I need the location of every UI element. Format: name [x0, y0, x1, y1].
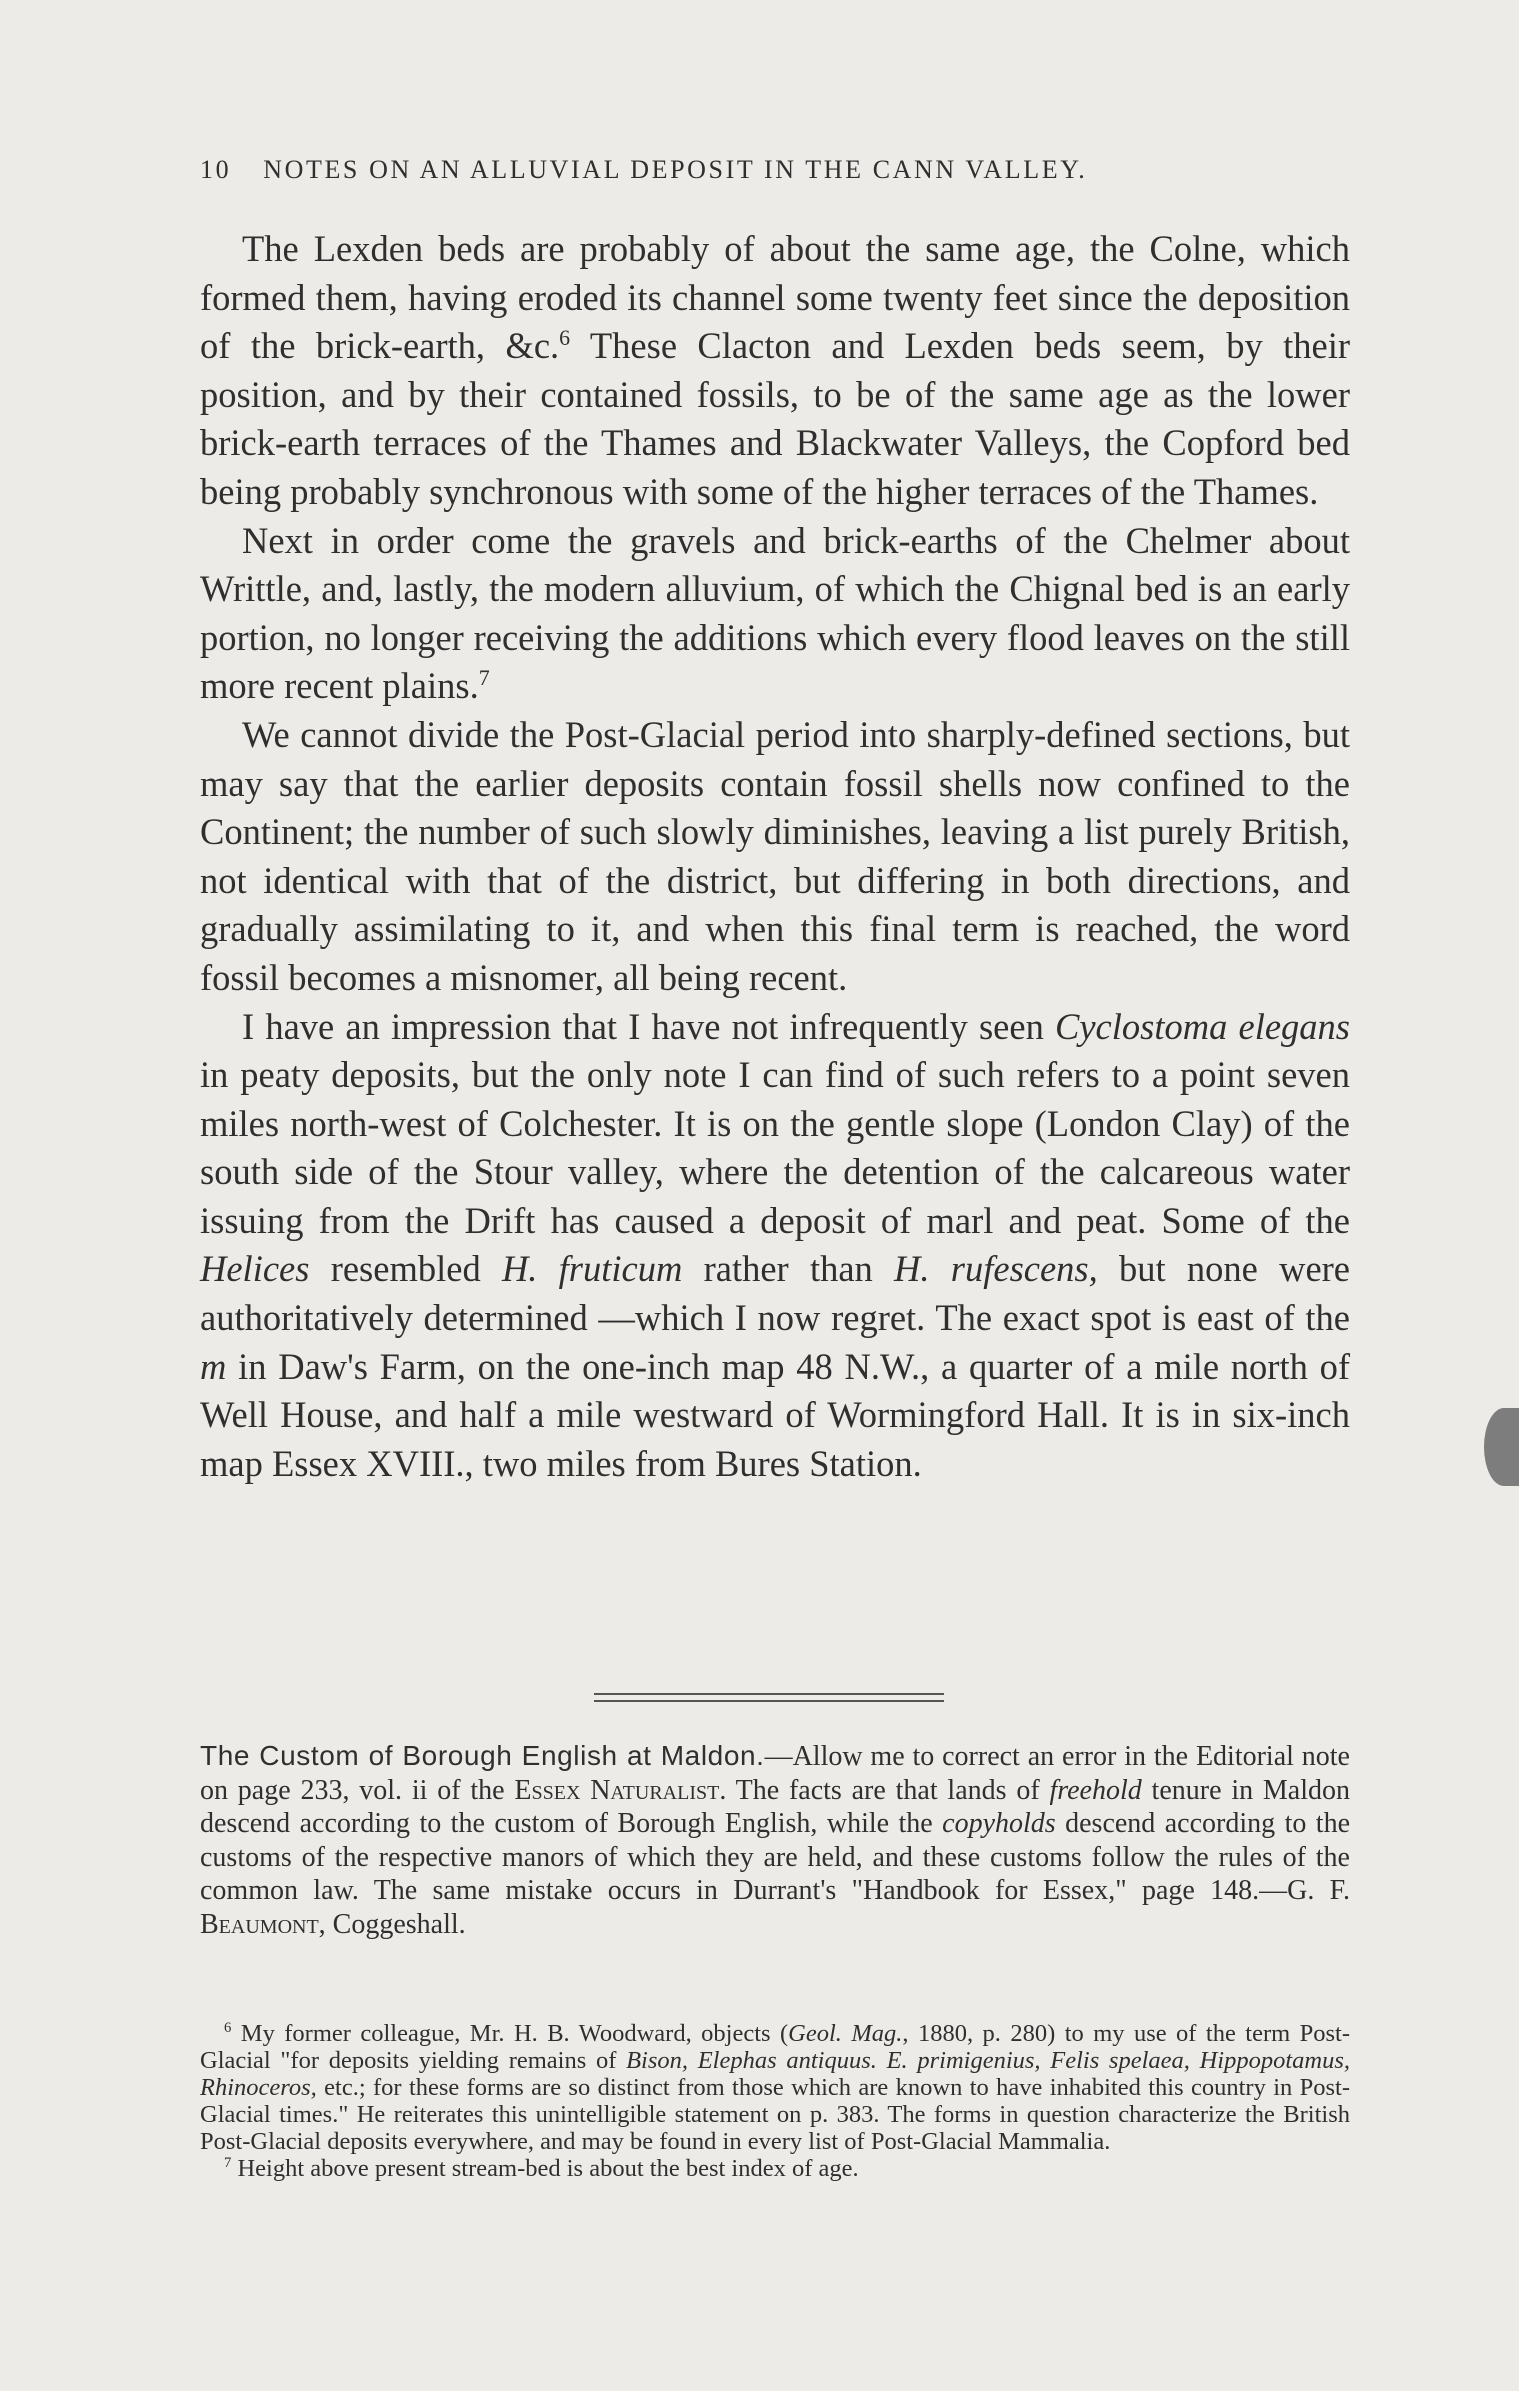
ink-blot	[1484, 1408, 1519, 1486]
paragraph: The Lexden beds are probably of about the same age, the Colne, which formed them, having eroded its channel some twenty feet since the deposition of the brick-earth, &c.$^6$ These Clacton and Lexden beds seem, by their position, and by their contained fossils, to be of the same age as the lower brick-earth terraces of the Thames and Blackwater Valleys, the Copford bed being probably synchronous with some of the higher terraces of the Thames.	[200, 228, 1350, 512]
footnote-mark: 7	[224, 2155, 232, 2172]
species-name: H. fruticum	[501, 1248, 683, 1290]
footnote-reference[interactable]: 6	[559, 325, 571, 351]
species-name: Helices	[200, 1248, 310, 1290]
paragraph: We cannot divide the Post-Glacial period into sharply-defined sections, but may say that the earlier deposits contain fossil shells now confined to the Continent; the number of such slowly diminishes, leaving a list purely British, not identical with that of the district, but differing in both directions, and gradually assimilating to it, and when this final term is reached, the word fossil becomes a misnomer, all being recent.	[200, 713, 1350, 998]
paragraph: Next in order come the gravels and brick-earths of the Chelmer about Writtle, and, lastly, the modern alluvium, of which the Chignal bed is an early portion, no longer receiving the additions which every flood leaves on the still more recent plains.$^7$	[200, 519, 1350, 707]
footnote-reference[interactable]: 7	[478, 665, 490, 691]
running-header	[200, 155, 1350, 185]
species-name: H. rufescens,	[894, 1248, 1098, 1290]
footnote: $^7$ Height above present stream-bed is about the best index of age.	[224, 2155, 859, 2182]
page-number: 10	[200, 155, 232, 184]
species-name: Cyclostoma elegans	[1054, 1005, 1350, 1047]
main-text	[200, 225, 1350, 1488]
running-title: NOTES ON AN ALLUVIAL DEPOSIT IN THE CANN VALLEY.	[263, 155, 1088, 184]
footnotes	[200, 2020, 1350, 2182]
section-divider	[594, 1693, 944, 1702]
paragraph: I have an impression that I have not infrequently seen Cyclostoma elegans in peaty deposits, but the only note I can find of such refers to a point seven miles north-west of Colchester. It is on the gentle slope (London Clay) of the south side of the Stour valley, where the detention of the calcareous water issuing from the Drift has caused a deposit of marl and peat. Some of the Helices resembled H. fruticum rather than H. rufescens, but none were authoritatively determined —which I now regret. The exact spot is east of the m in Daw's Farm, on the one-inch map 48 N.W., a quarter of a mile north of Well House, and half a mile westward of Wormingford Hall. It is in six-inch map Essex XVIII., two miles from Bures Station.	[200, 1005, 1351, 1484]
author-name: Beaumont	[200, 1908, 319, 1940]
map-letter: m	[200, 1345, 227, 1387]
footnote-mark: 6	[224, 2020, 232, 2037]
footnote: $^6$ My former colleague, Mr. H. B. Woodward, objects (Geol. Mag., 1880, p. 280) to my use of the term Post-Glacial "for deposits yielding remains of Bison, Elephas antiquus. E. primigenius, Felis spelaea, Hippopotamus, Rhinoceros, etc.; for these forms are so distinct from those which are known to have inhabited this country in Post-Glacial times." He reiterates this unintelligible statement on p. 383. The forms in question characterize the British Post-Glacial deposits everywhere, and may be found in every list of Post-Glacial Mammalia.	[200, 2020, 1350, 2155]
note-title: The Custom of Borough English at Maldon.	[200, 1740, 765, 1771]
correspondence-note: The Custom of Borough English at Maldon.—Allow me to correct an error in the Editorial note on page 233, vol. ii of the Essex Naturalist. The facts are that lands of freehold tenure in Maldon descend according to the custom of Borough English, while the copyholds descend according to the customs of the respective manors of which they are held, and these customs follow the rules of the common law. The same mistake occurs in Durrant's "Handbook for Essex," page 148.—G. F. Beaumont, Coggeshall.	[200, 1740, 1351, 1940]
journal-name: Essex Naturalist.	[514, 1774, 727, 1806]
